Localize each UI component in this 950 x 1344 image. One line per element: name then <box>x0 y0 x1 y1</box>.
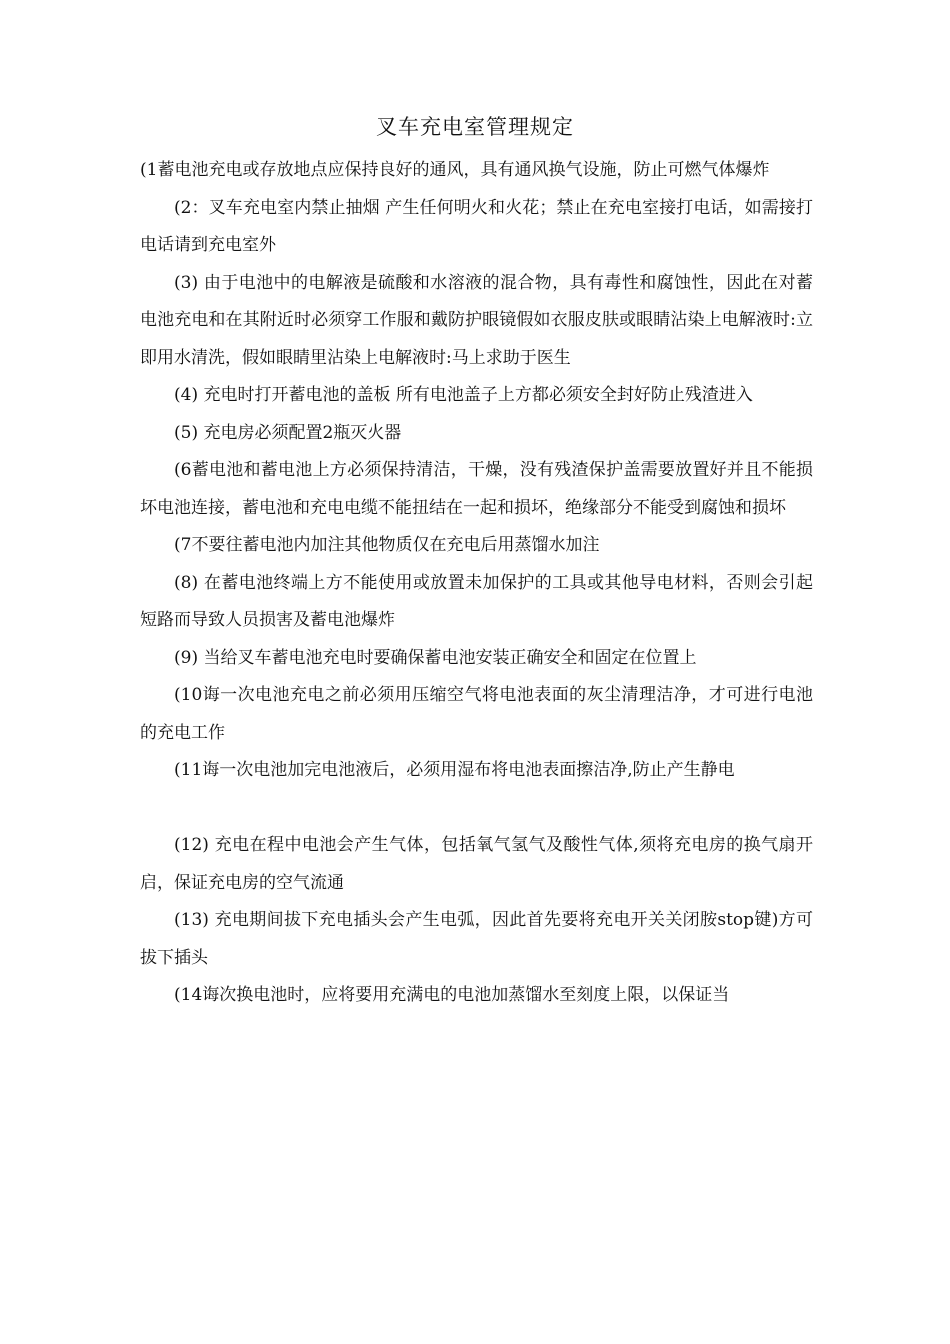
paragraph-6: (6蓄电池和蓄电池上方必须保持清洁，干燥，没有残渣保护盖需要放置好并且不能损坏电池连接，蓄电池和充电电缆不能扭结在一起和损坏，绝缘部分不能受到腐蚀和损坏 <box>140 460 813 518</box>
paragraph-4: (4) 充电时打开蓄电池的盖板 所有电池盖子上方都必须安全封好防止残渣进入 <box>174 385 753 405</box>
paragraph-11: (11诲一次电池加完电池液后，必须用湿布将电池表面擦洁净,防止产生静电 <box>174 760 735 780</box>
document-title: 叉车充电室管理规定 <box>376 115 574 139</box>
blank-line <box>140 790 813 828</box>
paragraph-13: (13) 充电期间拔下充电插头会产生电弧，因此首先要将充电开关关闭胺stop键)方可拔下插头 <box>140 910 813 968</box>
paragraph-12: (12) 充电在程中电池会产生气体，包括氧气氢气及酸性气体,须将充电房的换气扇开启，保证充电房的空气流通 <box>140 835 813 893</box>
paragraph-9: (9) 当给叉车蓄电池充电时要确保蓄电池安装正确安全和固定在位置上 <box>174 647 697 668</box>
paragraph-8: (8) 在蓄电池终端上方不能使用或放置未加保护的工具或其他导电材料，否则会引起短路而导致人员损害及蓄电池爆炸 <box>140 572 813 630</box>
paragraph-5: (5) 充电房必须配置2瓶灭火器 <box>174 422 402 443</box>
paragraph-2: (2：叉车充电室内禁止抽烟 产生任何明火和火花；禁止在充电室接打电话，如需接打电话请到充电室外 <box>140 197 813 255</box>
paragraph-1: (1蓄电池充电或存放地点应保持良好的通风，具有通风换气设施，防止可燃气体爆炸 <box>140 160 770 180</box>
document-body <box>140 152 813 1015</box>
paragraph-10: (10诲一次电池充电之前必须用压缩空气将电池表面的灰尘清理洁净，才可进行电池的充电工作 <box>140 685 813 743</box>
paragraph-14: (14诲次换电池时，应将要用充满电的电池加蒸馏水至刻度上限，以保证当 <box>174 985 730 1005</box>
paragraph-7: (7不要往蓄电池内加注其他物质仅在充电后用蒸馏水加注 <box>174 535 600 555</box>
paragraph-3: (3) 由于电池中的电解液是硫酸和水溶液的混合物，具有毒性和腐蚀性，因此在对蓄电池充电和在其附近时必须穿工作服和戴防护眼镜假如衣服皮肤或眼睛沾染上电解液时:立即用水清洗，假如眼睛里沾染上电解液时:马上求助于医生 <box>140 272 813 368</box>
